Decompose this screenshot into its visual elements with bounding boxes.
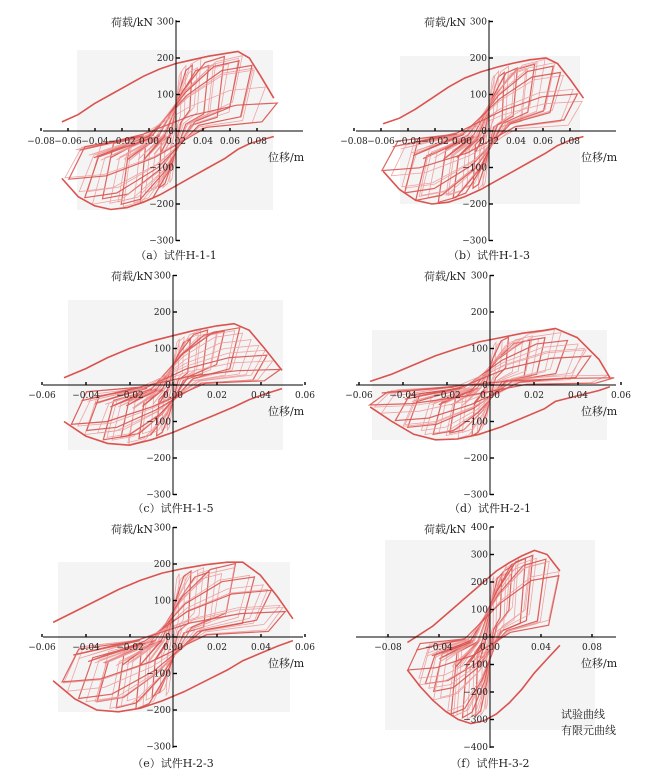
y-axis-title: 荷载/kN	[424, 523, 466, 536]
y-tick-label: 200	[156, 54, 174, 64]
x-tick-label: −0.08	[340, 137, 368, 147]
legend-entry: 有限元曲线	[561, 724, 616, 737]
x-axis-title: 位移/m	[268, 151, 305, 164]
x-tick-label: −0.06	[367, 137, 395, 147]
x-tick-label: −0.04	[389, 391, 417, 401]
x-tick-label: −0.02	[108, 137, 136, 147]
x-tick-label: 0.06	[294, 643, 316, 653]
x-tick-label: 0.00	[479, 643, 501, 653]
x-tick-label: −0.04	[81, 137, 109, 147]
x-tick-label: −0.06	[54, 137, 82, 147]
x-tick-label: 0.02	[206, 391, 228, 401]
x-tick-label: −0.04	[72, 391, 100, 401]
y-tick-label: −200	[462, 200, 487, 210]
y-tick-label: −400	[463, 743, 488, 753]
y-axis-title: 荷载/kN	[424, 270, 466, 283]
panel-caption: （c）试件H-1-5	[132, 502, 214, 515]
y-tick-label: 200	[470, 578, 488, 588]
x-tick-label: −0.02	[433, 391, 461, 401]
y-tick-label: −200	[149, 200, 174, 210]
x-tick-label: −0.04	[394, 137, 422, 147]
x-tick-label: 0.08	[246, 137, 268, 147]
x-tick-label: −0.06	[28, 643, 56, 653]
y-tick-label: −300	[463, 490, 488, 501]
y-tick-label: 0	[168, 127, 174, 137]
y-tick-label: −100	[462, 163, 487, 174]
y-tick-label: 100	[156, 90, 174, 101]
y-tick-label: 100	[153, 596, 171, 607]
x-tick-label: 0.02	[523, 391, 545, 401]
y-tick-label: −300	[149, 236, 174, 247]
x-tick-label: 0.00	[479, 391, 501, 401]
y-tick-label: 0	[165, 633, 171, 643]
y-tick-label: −100	[149, 163, 174, 174]
panel-caption: （a）试件H-1-1	[135, 249, 217, 262]
y-tick-label: 300	[470, 271, 488, 282]
x-tick-label: −0.02	[421, 137, 449, 147]
panel-caption: （b）试件H-1-3	[447, 249, 531, 262]
y-axis-title: 荷载/kN	[424, 16, 466, 29]
x-tick-label: 0.02	[165, 137, 187, 147]
y-tick-label: −100	[146, 417, 171, 428]
chart-panel-a	[27, 15, 305, 262]
panel-caption: （d）试件H-2-1	[448, 502, 532, 515]
x-axis-title: 位移/m	[581, 151, 618, 164]
y-tick-label: 100	[470, 605, 488, 616]
panel-caption: （f）试件H-3-2	[450, 757, 530, 770]
y-tick-label: −200	[463, 454, 488, 464]
x-tick-label: 0.00	[162, 391, 184, 401]
x-tick-label: 0.08	[581, 643, 603, 653]
x-tick-label: 0.08	[559, 137, 581, 147]
y-axis-title: 荷载/kN	[111, 16, 153, 29]
y-axis-title: 荷载/kN	[111, 523, 153, 536]
y-tick-label: 200	[470, 308, 488, 318]
chart-panel-b	[340, 15, 618, 262]
x-tick-label: −0.06	[28, 391, 56, 401]
chart-panel-c	[28, 269, 315, 515]
x-tick-label: −0.02	[116, 391, 144, 401]
x-axis-title: 位移/m	[581, 657, 618, 670]
x-tick-label: 0.04	[192, 137, 214, 147]
y-tick-label: −100	[463, 660, 488, 671]
x-tick-label: 0.06	[219, 137, 241, 147]
x-tick-label: 0.06	[294, 391, 316, 401]
x-tick-label: −0.08	[374, 643, 402, 653]
chart-panel-e	[28, 522, 315, 770]
x-axis-title: 位移/m	[581, 405, 618, 418]
y-tick-label: 300	[156, 17, 174, 28]
y-tick-label: 200	[469, 54, 487, 64]
y-tick-label: −100	[463, 417, 488, 428]
y-tick-label: 100	[153, 344, 171, 355]
x-tick-label: 0.04	[505, 137, 527, 147]
chart-panel-d	[345, 269, 631, 515]
legend-entry: 试验曲线	[561, 708, 605, 721]
x-tick-label: 0.00	[162, 643, 184, 653]
y-tick-label: 300	[470, 550, 488, 561]
y-tick-label: −300	[462, 236, 487, 247]
chart-panel-f	[356, 522, 618, 770]
y-tick-label: 200	[153, 308, 171, 318]
y-tick-label: 100	[469, 90, 487, 101]
y-tick-label: 300	[153, 271, 171, 282]
y-tick-label: 100	[470, 344, 488, 355]
y-tick-label: 300	[469, 17, 487, 28]
x-axis-title: 位移/m	[268, 405, 305, 418]
y-tick-label: −300	[146, 490, 171, 501]
y-tick-label: −200	[146, 706, 171, 716]
y-tick-label: −200	[463, 688, 488, 698]
x-axis-title: 位移/m	[268, 657, 305, 670]
panel-caption: （e）试件H-2-3	[132, 757, 214, 770]
x-tick-label: −0.04	[72, 643, 100, 653]
y-tick-label: 0	[481, 127, 487, 137]
y-tick-label: −100	[146, 669, 171, 680]
x-tick-label: 0.00	[138, 137, 160, 147]
y-axis-title: 荷载/kN	[111, 270, 153, 283]
x-tick-label: 0.04	[250, 643, 272, 653]
x-tick-label: 0.06	[610, 391, 632, 401]
x-tick-label: 0.04	[250, 391, 272, 401]
y-tick-label: −200	[146, 454, 171, 464]
x-tick-label: −0.04	[425, 643, 453, 653]
y-tick-label: 300	[153, 523, 171, 534]
x-tick-label: 0.02	[478, 137, 500, 147]
y-tick-label: 0	[482, 633, 488, 643]
x-tick-label: 0.04	[530, 643, 552, 653]
y-tick-label: −300	[463, 715, 488, 726]
x-tick-label: −0.08	[27, 137, 55, 147]
x-tick-label: −0.06	[345, 391, 373, 401]
y-tick-label: 0	[482, 381, 488, 391]
y-tick-label: 400	[470, 523, 488, 533]
x-tick-label: 0.02	[206, 643, 228, 653]
y-tick-label: −300	[146, 742, 171, 753]
x-tick-label: 0.04	[567, 391, 589, 401]
y-tick-label: 0	[165, 381, 171, 391]
y-tick-label: 200	[153, 560, 171, 570]
x-tick-label: −0.02	[116, 643, 144, 653]
x-tick-label: 0.00	[451, 137, 473, 147]
x-tick-label: 0.06	[532, 137, 554, 147]
